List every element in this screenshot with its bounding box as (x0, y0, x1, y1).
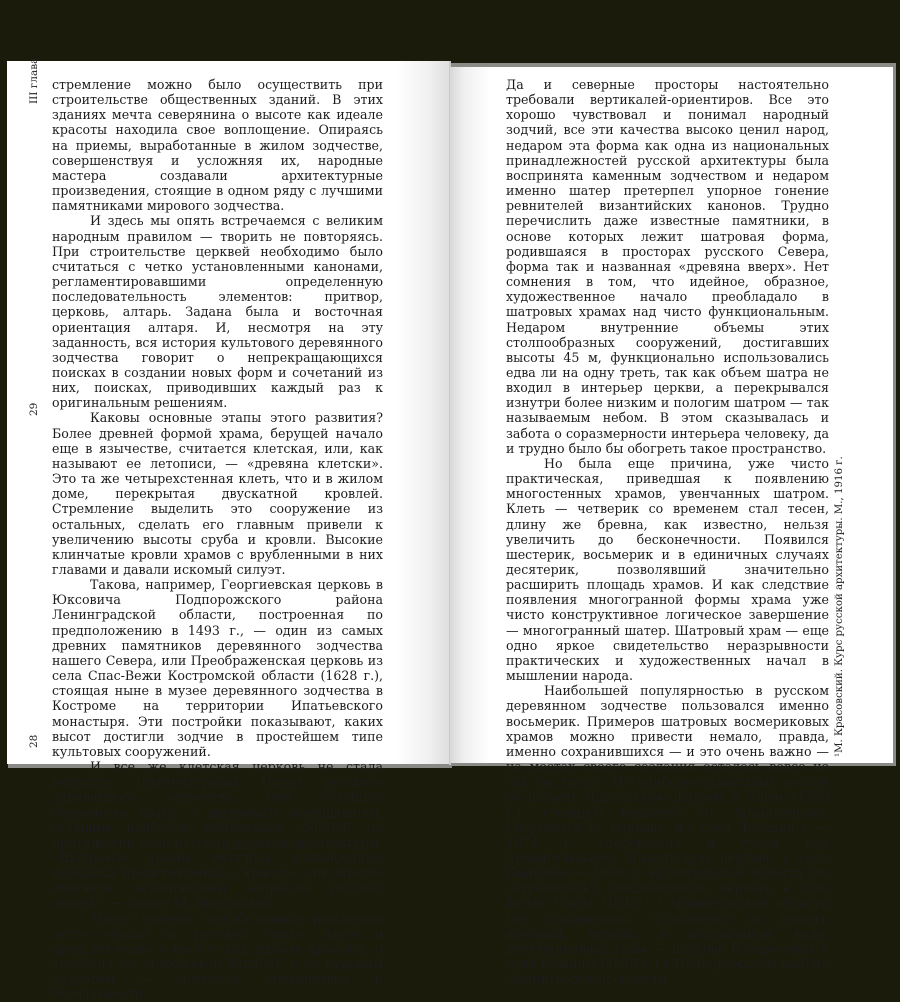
right-text-column (506, 77, 829, 986)
paragraph: Такова, например, Георгиевская церковь в Юксовича Подпорожского района Ленинградской области, построенная по предположению в 1493 г., — один из самых древних памятников деревянного зодчества нашего Севера, или Преображенская церковь из села Спас-Вежи Костромской области (1628 г.), стоящая ныне в музее деревянного зодчества в Костроме на территории Ипатьевского монастыря. Эти постройки показывают, каких высот достигли зодчие в простейшем типе культовых сооружений. (52, 577, 383, 759)
paragraph: И здесь мы опять встречаемся с великим народным правилом — творить не повторяясь. При строительстве церквей необходимо было считаться с четко установленными канонами, регламентировавшими определенную последовательность элементов: притвор, церковь, алтарь. Задана была и восточная ориентация алтаря. И, несмотря на эту заданность, вся история культового деревянного зодчества говорит о непрекращающихся поисках в создании новых форм и сочетаний из них, поисках, приводивших каждый раз к оригинальным решениям. (52, 213, 383, 411)
footnote: ¹М. Красовский. Курс русской архитектуры. М., 1916 г. (834, 456, 845, 757)
left-page (7, 57, 450, 1002)
paragraph: Много причин способствовало рождению этого образа на русской земле. Здесь и представление о высоте как идеале красоты, и аналогия со сторожевой башней, с ее суровым силуэтом — символом спокойствия и безопасности. (52, 910, 383, 1002)
paragraph: стремление можно было осуществить при строительстве общественных зданий. В этих зданиях мечта северянина о высоте как идеале красоты находила свое воплощение. Опираясь на приемы, выработанные в жилом зодчестве, совершенствуя и усложняя их, народные мастера создавали архитектурные произведения, стоящие в одном ряду с лучшими памятниками мирового зодчества. (52, 77, 383, 214)
paragraph-text: И все же клетская церковь не стала ведущим архитектурным типом русского деревянного зодчества. Она уступила первенство храму с шатровым завершением, ставшим наиболее популярной формой на протяжении всей истории русской архитектуры. «Шатровые храмы являлись воплощением народных представлений о красоте, они вполне отвечали эстетическим запросам русских людей», — пишет М. Красовский (52, 759, 383, 911)
page-number-29: 29 (28, 402, 40, 416)
paragraph-with-quote: И все же клетская церковь не стала ведущим архитектурным типом русского деревянного зодчества. Она уступила первенство храму с шатровым завершением, ставшим наиболее популярной формой на протяжении всей истории русской архитектуры. «Шатровые храмы являлись воплощением народных представлений о красоте, они вполне отвечали эстетическим запросам русских людей», — пишет М. Красовский$^1$. (52, 759, 383, 911)
page-number-28: 28 (28, 734, 40, 748)
footnote-marker: 1 (273, 896, 278, 905)
paragraph: Но была еще причина, уже чисто практическая, приведшая к появлению многостенных храмов, увенчанных шатром. Клеть — четверик со временем стал тесен, длину же бревна, как известно, нельзя увеличить до бесконечности. Появился шестерик, восьмерик и в единичных случаях десятерик, позволявший значительно расширить площадь храмов. И как следствие появления многогранной формы храма уже чисто конструктивное логическое завершение — многогранный шатер. Шатровый храм — еще одно яркое свидетельство неразрывности практических и художественных начал в мышлении народа. (506, 455, 829, 684)
right-page (450, 67, 893, 987)
running-head-chapter: III глава (28, 57, 40, 104)
left-text-column (52, 77, 383, 1002)
paragraph: Наибольшей популярностью в русском деревянном зодчестве пользовался именно восьмерик. Примеров шатровых восмериковых храмов можно привести немало, правда, именно сохранившихся — и это очень важно — на местах своего создания осталось вовсе не так уж много. Из наиболее известных нельзя не назвать Никольскую церковь в Лявле (1583 г.), стоящую недалеко от Архангельска, Георгиевскую церковь из села Вершины — 1672 г. (перевезена в музей под Архангельском), Никольскую церковь в селе Панилове — 1600 г. Архангельской области (не сохранилась), Владимирскую церковь в селе Белая Слуда (1642 г.) Архангельской области (не сохранилась). Сохранился до нашего времени, правда, в искаженном виде, десятериковый храм — церковь Воскресенья в селе Важины (1630 г.) в Подпорожском районе Ленинградской области. (506, 683, 829, 987)
paragraph: Каковы основные этапы этого развития? Более древней формой храма, берущей начало еще в язычестве, считается клетская, или, как называют ее летописи, — «древяна клетски». Это та же четырехстенная клеть, что и в жилом доме, перекрытая двускатной кровлей. Стремление выделить это сооружение из остальных, сделать его главным привели к увеличению высоты сруба и кровли. Высокие клинчатые кровли храмов с врубленными в них главами и давали искомый силуэт. (52, 410, 383, 577)
paragraph: Да и северные просторы настоятельно требовали вертикалей-ориентиров. Все это хорошо чувствовал и понимал народный зодчий, все эти качества высоко ценил народ, недаром эта форма как одна из национальных принадлежностей русской архитектуры была воспринята каменным зодчеством и недаром именно шатер претерпел упорное гонение ревнителей византийских канонов. Трудно перечислить даже известные памятники, в основе которых лежит шатровая форма, родившаяся в просторах русского Севера, форма так и названная «древяна вверх». Нет сомнения в том, что идейное, образное, художественное начало преобладало в шатровых храмах над чисто функциональным. Недаром внутренние объемы этих столпообразных сооружений, достигавших высоты 45 м, функционально использовались едва ли на одну треть, так как объем шатра не входил в интерьер церкви, а перекрывался изнутри более низким и пологим шатром — так называемым небом. В этом сказывалась и забота о соразмерности интерьера человеку, да и трудно было бы обогреть такое пространство. (506, 77, 829, 456)
